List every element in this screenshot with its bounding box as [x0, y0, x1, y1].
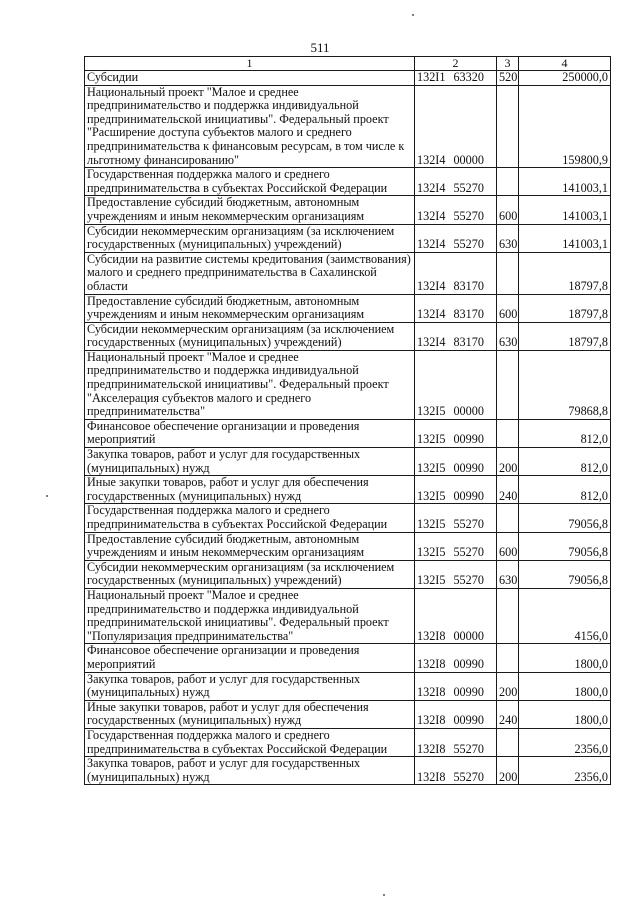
- row-amount: 141003,1: [519, 196, 611, 224]
- row-name: Государственная поддержка малого и среднего предпринимательства в субъектах Российской Федерации: [85, 168, 415, 196]
- target-code-program: 132I5: [417, 573, 446, 588]
- row-name: Закупка товаров, работ и услуг для государственных (муниципальных) нужд: [85, 757, 415, 785]
- table-row: [85, 196, 611, 224]
- row-amount: 1800,0: [519, 700, 611, 728]
- target-code-program: 132I5: [417, 545, 446, 560]
- row-expense-type: 200: [497, 448, 519, 476]
- table-row: [85, 448, 611, 476]
- scan-speck: [383, 894, 385, 896]
- row-target-code: [415, 419, 497, 447]
- row-amount: 2356,0: [519, 728, 611, 756]
- row-name: Национальный проект "Малое и среднее предпринимательство и поддержка индивидуальной предпринимательской инициативы". Федеральный проект "Расширение доступа субъектов малого и среднего предпринимательства к финансовым ресурсам, в том числе к льготному финансированию": [85, 85, 415, 168]
- row-name: Государственная поддержка малого и среднего предпринимательства в субъектах Российской Федерации: [85, 504, 415, 532]
- row-target-code: [415, 560, 497, 588]
- row-name: Государственная поддержка малого и среднего предпринимательства в субъектах Российской Федерации: [85, 728, 415, 756]
- row-name: Субсидии некоммерческим организациям (за исключением государственных (муниципальных) учреждений): [85, 224, 415, 252]
- target-code-program: 132I4: [417, 335, 446, 350]
- row-expense-type: [497, 728, 519, 756]
- row-amount: 79056,8: [519, 532, 611, 560]
- column-header-vr: 3: [497, 57, 519, 71]
- target-code-program: 132I4: [417, 278, 446, 293]
- row-target-code: [415, 700, 497, 728]
- table-row: [85, 419, 611, 447]
- table-row: [85, 224, 611, 252]
- row-target-code: [415, 448, 497, 476]
- row-expense-type: 600: [497, 196, 519, 224]
- row-name: Субсидии на развитие системы кредитования (заимствования) малого и среднего предпринимательства в Сахалинской области: [85, 252, 415, 294]
- target-code-program: 132I8: [417, 713, 446, 728]
- row-amount: 812,0: [519, 448, 611, 476]
- row-amount: 79868,8: [519, 350, 611, 419]
- scan-speck: [412, 14, 414, 16]
- target-code-program: 132I8: [417, 769, 446, 784]
- column-header-amount: 4: [519, 57, 611, 71]
- target-code-program: 132I5: [417, 432, 446, 447]
- row-amount: 812,0: [519, 476, 611, 504]
- target-code-program: 132I4: [417, 208, 446, 223]
- table-row: [85, 644, 611, 672]
- row-name: Предоставление субсидий бюджетным, автономным учреждениям и иным некоммерческим организациям: [85, 532, 415, 560]
- row-expense-type: [497, 644, 519, 672]
- budget-table: [84, 56, 611, 785]
- row-expense-type: [497, 168, 519, 196]
- row-target-code: [415, 252, 497, 294]
- target-code-program: 132I5: [417, 517, 446, 531]
- target-code-direction: 55270: [453, 237, 484, 252]
- column-header-name: 1: [85, 57, 415, 71]
- row-expense-type: [497, 419, 519, 447]
- row-expense-type: [497, 588, 519, 643]
- table-row: [85, 476, 611, 504]
- row-name: Предоставление субсидий бюджетным, автономным учреждениям и иным некоммерческим организациям: [85, 294, 415, 322]
- row-name: Финансовое обеспечение организации и проведения мероприятий: [85, 419, 415, 447]
- row-amount: 250000,0: [519, 71, 611, 86]
- row-name: Субсидии: [85, 71, 415, 86]
- table-row: [85, 588, 611, 643]
- table-row: [85, 322, 611, 350]
- target-code-direction: 55270: [453, 208, 484, 223]
- row-name: Иные закупки товаров, работ и услуг для обеспечения государственных (муниципальных) нужд: [85, 476, 415, 504]
- row-amount: 18797,8: [519, 294, 611, 322]
- target-code-program: 132I5: [417, 488, 446, 503]
- table-row: [85, 168, 611, 196]
- target-code-direction: 00990: [453, 656, 484, 671]
- row-expense-type: 240: [497, 700, 519, 728]
- row-target-code: [415, 350, 497, 419]
- table-row: [85, 532, 611, 560]
- row-expense-type: 200: [497, 672, 519, 700]
- row-expense-type: 630: [497, 322, 519, 350]
- row-amount: 1800,0: [519, 672, 611, 700]
- target-code-direction: 63320: [453, 70, 484, 84]
- row-amount: 1800,0: [519, 644, 611, 672]
- target-code-program: 132I8: [417, 628, 446, 643]
- row-name: Иные закупки товаров, работ и услуг для обеспечения государственных (муниципальных) нужд: [85, 700, 415, 728]
- target-code-program: 132I5: [417, 460, 446, 475]
- table-row: [85, 672, 611, 700]
- row-amount: 18797,8: [519, 252, 611, 294]
- row-expense-type: [497, 504, 519, 532]
- row-amount: 2356,0: [519, 757, 611, 785]
- row-target-code: [415, 168, 497, 196]
- row-target-code: [415, 224, 497, 252]
- row-amount: 141003,1: [519, 168, 611, 196]
- target-code-direction: 00990: [453, 685, 484, 700]
- row-target-code: [415, 504, 497, 532]
- row-amount: 141003,1: [519, 224, 611, 252]
- target-code-direction: 55270: [453, 180, 484, 195]
- row-expense-type: 630: [497, 224, 519, 252]
- row-amount: 159800,9: [519, 85, 611, 168]
- target-code-direction: 00990: [453, 460, 484, 475]
- row-amount: 4156,0: [519, 588, 611, 643]
- row-name: Субсидии некоммерческим организациям (за исключением государственных (муниципальных) учреждений): [85, 322, 415, 350]
- target-code-direction: 55270: [453, 741, 484, 756]
- row-target-code: [415, 532, 497, 560]
- row-expense-type: [497, 252, 519, 294]
- table-row: [85, 560, 611, 588]
- row-expense-type: [497, 85, 519, 168]
- row-target-code: [415, 757, 497, 785]
- row-target-code: [415, 728, 497, 756]
- target-code-direction: 00990: [453, 713, 484, 728]
- row-target-code: [415, 588, 497, 643]
- target-code-direction: 83170: [453, 335, 484, 350]
- target-code-direction: 55270: [453, 769, 484, 784]
- row-expense-type: 200: [497, 757, 519, 785]
- row-name: Финансовое обеспечение организации и проведения мероприятий: [85, 644, 415, 672]
- row-expense-type: 630: [497, 560, 519, 588]
- target-code-direction: 55270: [453, 517, 484, 531]
- target-code-program: 132I4: [417, 307, 446, 322]
- table-row: [85, 728, 611, 756]
- column-header-csr: 2: [415, 57, 497, 71]
- target-code-program: 132I8: [417, 685, 446, 700]
- row-target-code: [415, 71, 497, 86]
- target-code-program: 132I1: [417, 70, 446, 84]
- table-row: [85, 350, 611, 419]
- table-row: [85, 504, 611, 532]
- header-row: [85, 57, 611, 71]
- table-row: [85, 294, 611, 322]
- target-code-direction: 00990: [453, 488, 484, 503]
- row-target-code: [415, 672, 497, 700]
- target-code-program: 132I4: [417, 180, 446, 195]
- target-code-direction: 55270: [453, 545, 484, 560]
- row-target-code: [415, 196, 497, 224]
- row-target-code: [415, 476, 497, 504]
- row-amount: 79056,8: [519, 504, 611, 532]
- target-code-program: 132I8: [417, 741, 446, 756]
- row-expense-type: [497, 350, 519, 419]
- row-amount: 812,0: [519, 419, 611, 447]
- table-row: [85, 757, 611, 785]
- row-target-code: [415, 294, 497, 322]
- target-code-direction: 83170: [453, 307, 484, 322]
- table-row: [85, 71, 611, 86]
- page-number: 511: [310, 40, 330, 55]
- target-code-direction: 83170: [453, 278, 484, 293]
- target-code-direction: 00000: [453, 628, 484, 643]
- row-target-code: [415, 644, 497, 672]
- target-code-program: 132I5: [417, 404, 446, 419]
- target-code-program: 132I4: [417, 152, 446, 167]
- row-name: Предоставление субсидий бюджетным, автономным учреждениям и иным некоммерческим организациям: [85, 196, 415, 224]
- target-code-program: 132I8: [417, 656, 446, 671]
- scan-speck: [46, 495, 48, 497]
- table-row: [85, 252, 611, 294]
- row-name: Национальный проект "Малое и среднее предпринимательство и поддержка индивидуальной предпринимательской инициативы". Федеральный проект "Популяризация предпринимательства": [85, 588, 415, 643]
- row-amount: 18797,8: [519, 322, 611, 350]
- row-expense-type: 600: [497, 294, 519, 322]
- row-target-code: [415, 322, 497, 350]
- row-expense-type: 520: [497, 71, 519, 86]
- row-expense-type: 240: [497, 476, 519, 504]
- target-code-direction: 00000: [453, 152, 484, 167]
- target-code-direction: 00990: [453, 432, 484, 447]
- target-code-program: 132I4: [417, 237, 446, 252]
- row-name: Закупка товаров, работ и услуг для государственных (муниципальных) нужд: [85, 448, 415, 476]
- row-name: Национальный проект "Малое и среднее предпринимательство и поддержка индивидуальной предпринимательской инициативы". Федеральный проект "Акселерация субъектов малого и среднего предпринимательства": [85, 350, 415, 419]
- target-code-direction: 00000: [453, 404, 484, 419]
- row-name: Субсидии некоммерческим организациям (за исключением государственных (муниципальных) учреждений): [85, 560, 415, 588]
- table-row: [85, 700, 611, 728]
- table-row: [85, 85, 611, 168]
- row-amount: 79056,8: [519, 560, 611, 588]
- row-expense-type: 600: [497, 532, 519, 560]
- row-target-code: [415, 85, 497, 168]
- row-name: Закупка товаров, работ и услуг для государственных (муниципальных) нужд: [85, 672, 415, 700]
- table-body: [85, 71, 611, 785]
- target-code-direction: 55270: [453, 573, 484, 588]
